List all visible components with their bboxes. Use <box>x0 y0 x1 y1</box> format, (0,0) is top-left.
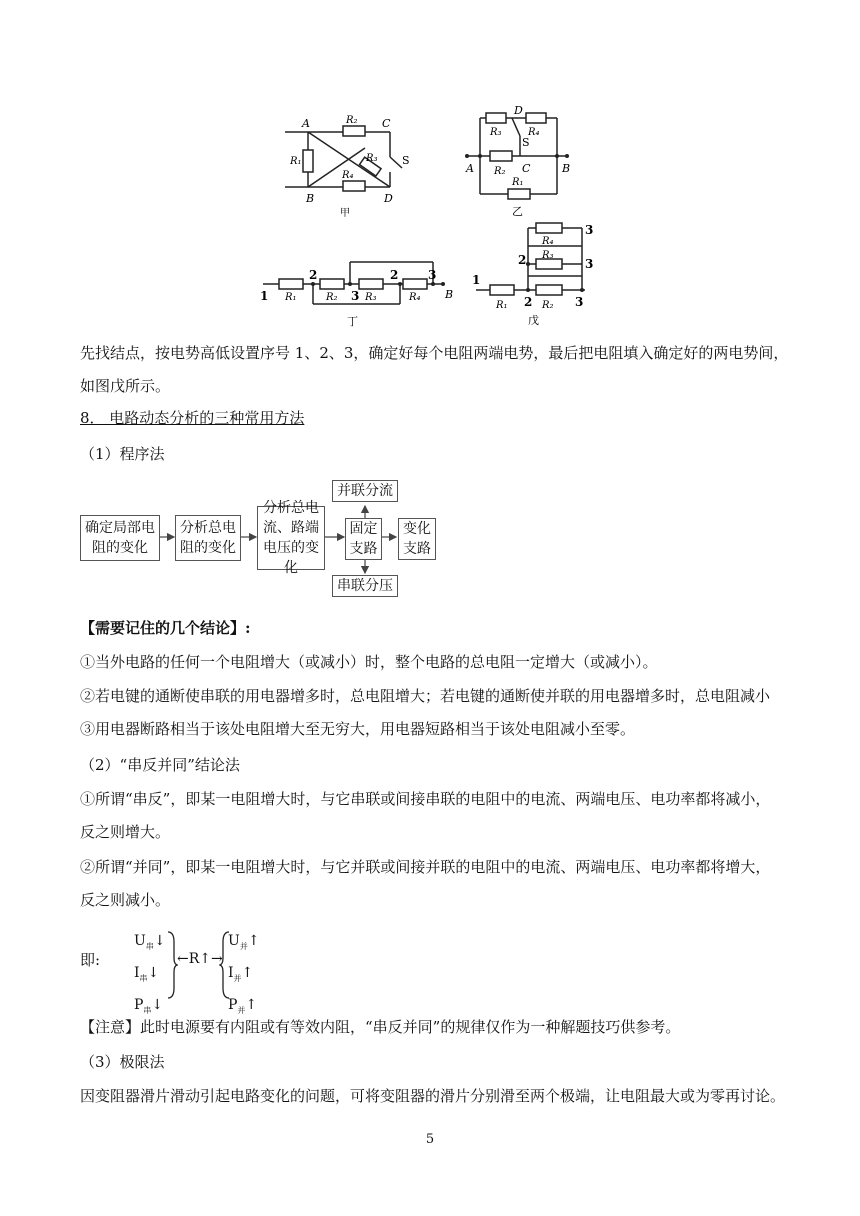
formula-item: $U_串↓$ <box>134 933 166 951</box>
node-2a-label: 2 <box>309 268 318 282</box>
text-line: ①所谓“串反”，即某一电阻增大时，与它串联或间接串联的电阻中的电流、两端电压、电功率都将减小， <box>80 790 771 808</box>
node-b-label: B <box>445 288 454 301</box>
node-c-label: C <box>382 117 391 130</box>
node-a-label: A <box>466 162 474 175</box>
formula-item: $U_并↑$ <box>228 933 260 951</box>
r1-label: R₁ <box>512 177 524 188</box>
node-2a-label: 2 <box>518 253 527 267</box>
conclusion-2: ②若电键的通断使串联的用电器增多时，总电阻增大；若电键的通断使并联的用电器增多时，总电阻减小 <box>80 687 771 705</box>
page-number: 5 <box>425 1132 435 1147</box>
note-paragraph: 【注意】此时电源要有内阻或有等效内阻，“串反并同”的规律仅作为一种解题技巧供参考。 <box>80 1018 681 1036</box>
formula-item: $I_并↑$ <box>228 964 254 983</box>
r4-label: R₄ <box>528 127 540 138</box>
node-d-label: D <box>514 106 523 117</box>
text-line: 反之则增大。 <box>80 823 171 841</box>
flow-box-total-current: 分析总电流、路端电压的变化 <box>257 506 325 570</box>
r2-label: R₂ <box>346 115 358 126</box>
text-line: ②所谓“并同”，即某一电阻增大时，与它并联或间接并联的电阻中的电流、两端电压、电功率都将增大， <box>80 858 771 876</box>
node-1-label: 1 <box>260 289 269 303</box>
node-3a-label: 3 <box>351 289 360 303</box>
method-3-heading: （3）极限法 <box>80 1053 165 1071</box>
section-8-title: 8． 电路动态分析的三种常用方法 <box>80 409 305 427</box>
r1-label: R₁ <box>290 156 302 167</box>
flow-box-fixed-branch: 固定支路 <box>345 518 382 560</box>
flow-box-series-voltage: 串联分压 <box>332 575 398 597</box>
text-line: 如图戊所示。 <box>80 377 171 395</box>
node-3c-label: 3 <box>575 295 584 309</box>
node-d-label: D <box>384 192 393 205</box>
node-2b-label: 2 <box>524 295 533 309</box>
r2-label: R₂ <box>542 300 554 311</box>
text-line: 先找结点，按电势高低设置序号 1、2、3，确定好每个电阻两端电势，最后把电阻填入确定好的两电势间， <box>80 344 789 362</box>
circuit-diagram-ding <box>255 252 460 330</box>
section-heading <box>80 402 792 435</box>
circuit-diagram-jia <box>280 112 430 222</box>
caption: 甲 <box>340 208 350 219</box>
conclusions-title: 【需要记住的几个结论】: <box>80 619 251 637</box>
r2-label: R₂ <box>326 292 338 303</box>
circuit-diagram-wu <box>470 220 605 328</box>
r1-label: R₁ <box>496 300 508 311</box>
r1-label: R₁ <box>285 292 297 303</box>
r4-label: R₄ <box>342 170 354 181</box>
flow-box-local-resistance: 确定局部电阻的变化 <box>80 515 160 561</box>
flow-box-changing-branch: 变化支路 <box>398 518 436 560</box>
conclusion-3: ③用电器断路相当于该处电阻增大至无穷大，用电器短路相当于该处电阻减小至零。 <box>80 720 636 738</box>
node-3b-label: 3 <box>585 257 594 271</box>
r4-label: R₄ <box>409 292 421 303</box>
switch-label: S <box>402 154 410 167</box>
r4-label: R₄ <box>542 236 554 247</box>
node-3a-label: 3 <box>585 223 594 237</box>
caption: 乙 <box>512 205 523 218</box>
method-2-heading: （2）“串反并同”结论法 <box>80 756 240 774</box>
caption: 戊 <box>528 314 539 327</box>
switch-label: S <box>522 136 530 149</box>
limit-method-paragraph: 因变阻器滑片滑动引起电路变化的问题，可将变阻器的滑片分别滑至两个极端，让电阻最大或为零再讨论。 <box>80 1087 786 1105</box>
parallel-same-rule <box>80 851 792 917</box>
series-opposite-rule <box>80 783 792 849</box>
node-a-label: A <box>302 117 310 130</box>
circuit-diagram-yi <box>462 106 587 218</box>
conclusion-1: ①当外电路的任何一个电阻增大（或减小）时，整个电路的总电阻一定增大（或减小）。 <box>80 653 658 671</box>
r3-label: R₃ <box>366 153 378 164</box>
formula-item: $P_并↑$ <box>228 996 258 1015</box>
r2-label: R₂ <box>494 166 506 177</box>
node-3b-label: 3 <box>428 268 437 282</box>
r3-label: R₃ <box>365 292 377 303</box>
r3-label: R₃ <box>490 127 502 138</box>
paragraph-node-method <box>80 337 792 403</box>
node-c-label: C <box>522 162 531 175</box>
node-b-label: B <box>306 192 315 205</box>
method-1-heading: （1）程序法 <box>80 445 165 463</box>
text-line: 反之则减小。 <box>80 891 171 909</box>
formula-item: $I_串↓$ <box>134 964 160 983</box>
caption: 丁 <box>347 315 358 328</box>
formula-item: $P_串↓$ <box>134 996 164 1015</box>
flow-box-total-resistance: 分析总电阻的变化 <box>175 515 241 561</box>
node-2b-label: 2 <box>390 268 399 282</box>
r3-label: R₃ <box>542 250 554 261</box>
node-1-label: 1 <box>472 273 481 287</box>
node-b-label: B <box>562 162 571 175</box>
formula-right-column <box>228 928 260 1023</box>
formula-center: ←R↑→ <box>177 951 223 967</box>
formula-left-column <box>134 928 166 1023</box>
formula-prefix: 即: <box>80 951 101 969</box>
flow-box-parallel-current: 并联分流 <box>332 480 398 502</box>
